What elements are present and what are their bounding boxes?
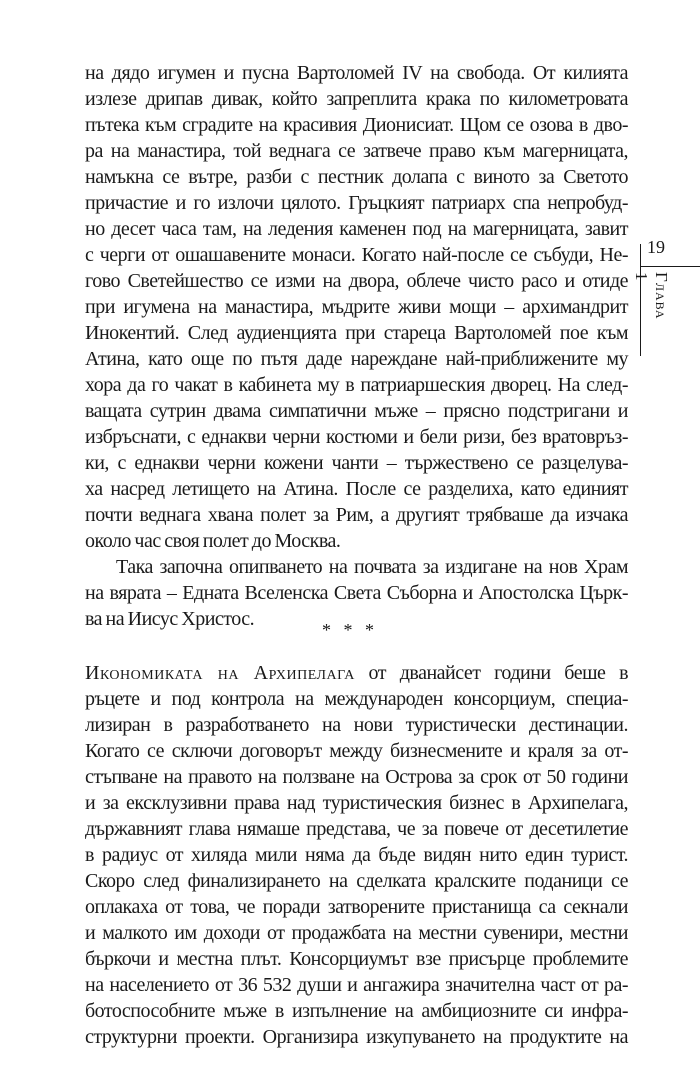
text-line: ра на манастира, той веднага се затвече право към магерницата, <box>85 140 628 162</box>
lead-in-rest: от дванайсет години беше в <box>354 662 629 684</box>
text-line: намъкна се вътре, разби с пестник долапа с виното за Светото <box>85 166 628 188</box>
text-line: и за ексклузивни права над туристическия бизнес в Архипелага, <box>85 792 628 814</box>
text-line: ващата сутрин двама симпатични мъже – прясно подстригани и <box>85 400 628 422</box>
text-line: на вярата – Едната Вселенска Света Съборна и Апостолска Църк- <box>85 582 628 604</box>
text-line: Скоро след финализирането на сделката кралските поданици се <box>85 870 628 892</box>
side-divider-horizontal <box>640 266 700 267</box>
text-line-lead <box>85 660 628 686</box>
text-line: Когато се сключи договорът между бизнесмените и краля за от- <box>85 740 628 762</box>
text-line: държавният глава нямаше представа, че за повече от десетилетие <box>85 818 628 840</box>
text-line: бъркочи и местна плът. Консорциумът взе присърце проблемите <box>85 948 628 970</box>
text-line: ки, с еднакви черни кожени чанти – тържествено се разцелува- <box>85 452 628 474</box>
text-line: гово Светейшество се изми на двора, облече чисто расо и отиде <box>85 270 628 292</box>
chapter-label: Глава 1 <box>632 272 671 320</box>
text-line: пътека към сградите на красивия Дионисиат. Щом се озова в дво- <box>85 114 628 136</box>
side-divider <box>640 244 641 356</box>
text-line: ръцете и под контрола на международен консорциум, специа- <box>85 688 628 710</box>
text-line: с черги от ошашавените монаси. Когато най-после се събуди, Не- <box>85 244 628 266</box>
section-separator: * * * <box>322 620 378 640</box>
text-line: ва на Иисус Христос. <box>85 608 255 630</box>
text-line: ха насред летището на Атина. После се разделиха, като единият <box>85 478 628 500</box>
text-line: но десет часа там, на ледения каменен под на магерницата, завит <box>85 218 628 240</box>
text-line: лизиран в разработването на нови туристически дестинации. <box>85 714 628 736</box>
text-line: хора да го чакат в кабинета му в патриаршеския дворец. На след- <box>85 374 628 396</box>
text-line: на населението от 36 532 души и ангажира значителна част от ра- <box>85 974 628 996</box>
text-line: Така започна опипването на почвата за издигане на нов Храм <box>116 556 628 578</box>
text-line: и малкото им доходи от продажбата на местни сувенири, местни <box>85 922 628 944</box>
text-line: излезе дрипав дивак, който запреплита крака по километровата <box>85 88 628 110</box>
text-line: стъпване на правото на ползване на Острова за срок от 50 години <box>85 766 628 788</box>
text-line: почти веднага хвана полет за Рим, а другият трябваше да изчака <box>85 504 628 526</box>
text-line: в радиус от хиляда мили няма да бъде видян нито един турист. <box>85 844 628 866</box>
text-line: ботоспособните мъже в изпълнение на амбициозните си инфра- <box>85 1000 628 1022</box>
text-line: на дядо игумен и пусна Вартоломей IV на свобода. От килията <box>85 62 628 84</box>
text-line: структурни проекти. Организира изкупуването на продуктите на <box>85 1026 628 1048</box>
text-line: избръснати, с еднакви черни костюми и бели ризи, без вратовръз- <box>85 426 628 448</box>
text-line: оплакаха от това, че поради затворените пристанища са секнали <box>85 896 628 918</box>
text-line: Инокентий. След аудиенцията при старeца Вартоломей пое към <box>85 322 628 344</box>
text-line: Атина, като още по пътя даде нареждане най-приближените му <box>85 348 628 370</box>
text-line: причастие и го излочи цялото. Гръцкият патриарх спа непробуд- <box>85 192 628 214</box>
text-line: около час своя полет до Москва. <box>85 530 341 552</box>
page-number: 19 <box>647 237 665 257</box>
lead-in-smallcaps: Икономиката на Архипелага <box>85 662 355 684</box>
text-line: при игумена на манастира, мъдрите живи мощи – архимандрит <box>85 296 628 318</box>
